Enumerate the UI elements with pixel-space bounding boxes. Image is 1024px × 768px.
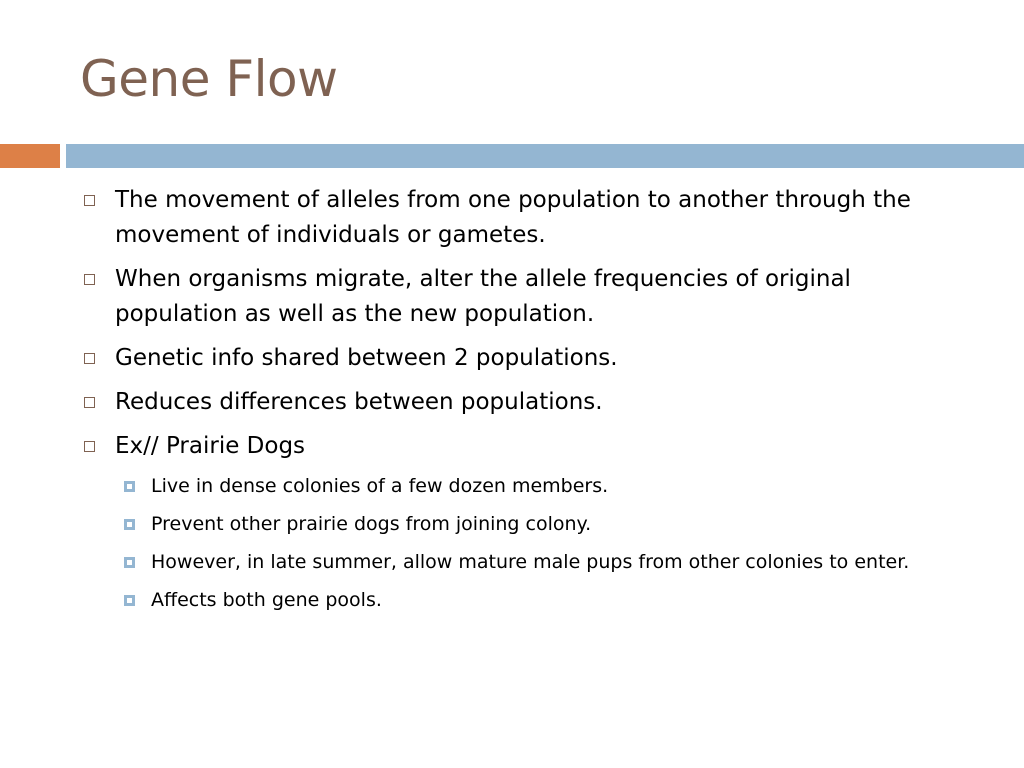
bullet-text: Ex// Prairie Dogs	[115, 433, 306, 459]
square-bullet-icon	[84, 397, 95, 408]
bullet-item	[80, 262, 980, 332]
accent-bar-blue	[66, 144, 1024, 168]
filled-square-bullet-icon	[124, 595, 135, 606]
square-bullet-icon	[84, 274, 95, 285]
sub-bullet-item	[124, 471, 980, 501]
square-bullet-icon	[84, 195, 95, 206]
bullet-text: Reduces differences between populations.	[115, 389, 603, 415]
sub-bullet-item	[124, 547, 980, 577]
filled-square-bullet-icon	[124, 557, 135, 568]
bullet-item	[80, 341, 980, 376]
bullet-item	[80, 183, 980, 253]
filled-square-bullet-icon	[124, 519, 135, 530]
filled-square-bullet-icon	[124, 481, 135, 492]
bullet-text: Genetic info shared between 2 populations.	[115, 345, 618, 371]
slide-title: Gene Flow	[80, 50, 338, 108]
sub-bullet-text: However, in late summer, allow mature male pups from other colonies to enter.	[151, 551, 910, 573]
sub-bullet-text: Live in dense colonies of a few dozen members.	[151, 475, 609, 497]
square-bullet-icon	[84, 441, 95, 452]
bullet-text: The movement of alleles from one population to another through the movement of individuals or gametes.	[115, 187, 911, 248]
square-bullet-icon	[84, 353, 95, 364]
bullet-item	[80, 385, 980, 420]
sub-bullet-item	[124, 509, 980, 539]
sub-bullet-item	[124, 585, 980, 615]
bullet-item	[80, 429, 980, 464]
accent-bar-orange	[0, 144, 60, 168]
bullet-list	[80, 183, 980, 623]
sub-bullet-text: Affects both gene pools.	[151, 589, 382, 611]
bullet-text: When organisms migrate, alter the allele frequencies of original population as well as the new population.	[115, 266, 851, 327]
sub-bullet-text: Prevent other prairie dogs from joining colony.	[151, 513, 592, 535]
